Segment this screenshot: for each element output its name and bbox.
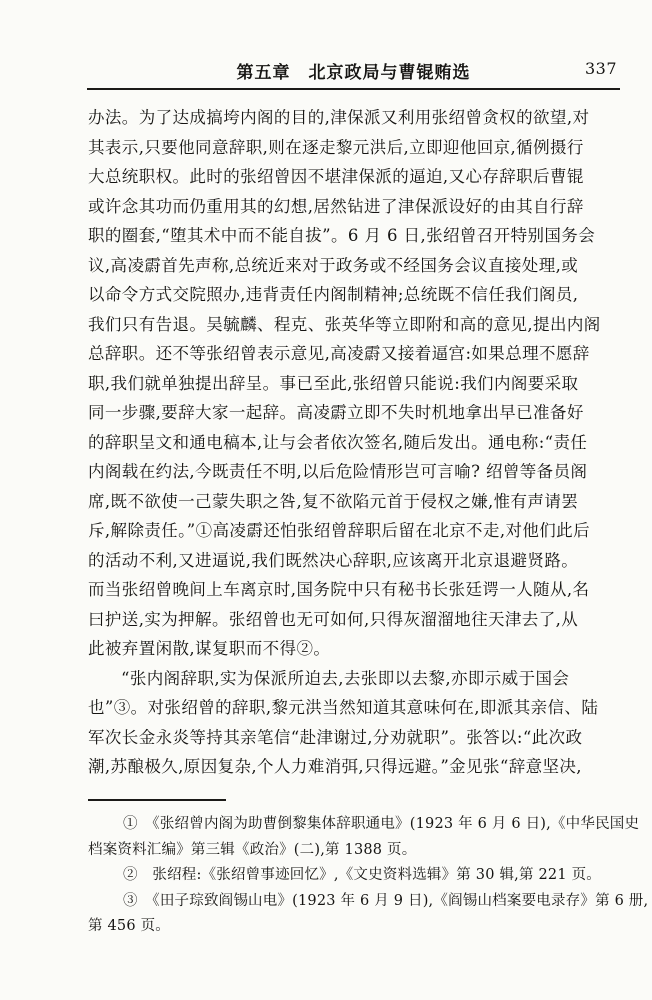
body-line: 斥,解除责任。”①高凌霨还怕张绍曾辞职后留在北京不走,对他们此后 bbox=[88, 521, 590, 540]
body-line: 职,我们就单独提出辞呈。事已至此,张绍曾只能说:我们内阁要采取 bbox=[88, 373, 579, 393]
header-rule bbox=[87, 88, 620, 90]
body-line: 的活动不利,又进逼说,我们既然决心辞职,应该离开北京退避贤路。 bbox=[88, 550, 579, 570]
footnotes bbox=[88, 812, 649, 940]
body-line: 办法。为了达成搞垮内阁的目的,津保派又利用张绍曾贪权的欲望,对 bbox=[88, 108, 590, 127]
body-line: 而当张绍曾晚间上车离京时,国务院中只有秘书长张廷谔一人随从,名 bbox=[88, 580, 590, 599]
body-line: 也”③。对张绍曾的辞职,黎元洪当然知道其意味何在,即派其亲信、陆 bbox=[88, 698, 599, 717]
body-line: 内阁载在约法,今既责任不明,以后危险情形岂可言喻? 绍曾等备员阁 bbox=[88, 462, 588, 481]
body-line: 其表示,只要他同意辞职,则在逐走黎元洪后,立即迎他回京,循例摄行 bbox=[88, 137, 584, 157]
body-line: 同一步骤,要辞大家一起辞。高凌霨立即不失时机地拿出早已准备好 bbox=[88, 403, 584, 422]
body-line: 大总统职权。此时的张绍曾因不堪津保派的逼迫,又心存辞职后曹锟 bbox=[88, 167, 584, 186]
footnote-line: 第 456 页。 bbox=[88, 918, 170, 934]
body-line: 潮,苏酿极久,原因复杂,个人力难消弭,只得远避。”金见张“辞意坚决, bbox=[88, 757, 582, 776]
chapter-title: 第五章 北京政局与曹锟贿选 bbox=[236, 63, 471, 83]
running-header bbox=[87, 58, 620, 82]
body-line: 我们只有告退。吴毓麟、程克、张英华等立即附和高的意见,提出内阁 bbox=[88, 314, 601, 334]
footnote-line: ① 《张绍曾内阁为助曹倒黎集体辞职通电》(1923 年 6 月 6 日),《中华民国史 bbox=[123, 816, 640, 832]
body-line-paragraph-start: “张内阁辞职,实为保派所迫去,去张即以去黎,亦即示威于国会 bbox=[121, 668, 570, 688]
body-text bbox=[88, 103, 622, 782]
body-line: 议,高凌霨首先声称,总统近来对于政务或不经国务会议直接处理,或 bbox=[88, 255, 579, 275]
body-line: 此被弃置闲散,谋复职而不得②。 bbox=[88, 639, 331, 658]
body-line: 的辞职呈文和通电稿本,让与会者依次签名,随后发出。通电称:“责任 bbox=[88, 432, 588, 452]
footnote-line: ③ 《田子琮致阎锡山电》(1923 年 6 月 9 日),《阎锡山档案要电录存》第 6 册, bbox=[123, 892, 649, 909]
body-line: 军次长金永炎等持其亲笔信“赴津谢过,分劝就职”。张答以:“此次政 bbox=[88, 727, 583, 747]
body-line: 总辞职。还不等张绍曾表示意见,高凌霨又接着逼宫:如果总理不愿辞 bbox=[88, 344, 590, 363]
body-line: 以命令方式交院照办,违背责任内阁制精神;总统既不信任我们阁员, bbox=[88, 285, 579, 304]
body-line: 或许念其功而仍重用其的幻想,居然钻进了津保派设好的由其自行辞 bbox=[88, 196, 584, 216]
footnote-line: 档案资料汇编》第三辑《政治》(二),第 1388 页。 bbox=[88, 841, 417, 858]
page-number: 337 bbox=[584, 59, 617, 78]
body-line: 职的圈套,“堕其术中而不能自拔”。6 月 6 日,张绍曾召开特别国务会 bbox=[88, 226, 596, 245]
footnote-separator-rule bbox=[88, 799, 226, 801]
body-line: 曰护送,实为押解。张绍曾也无可如何,只得灰溜溜地往天津去了,从 bbox=[88, 609, 579, 629]
footnote-line: ② 张绍程:《张绍曾事迹回忆》,《文史资料选辑》第 30 辑,第 221 页。 bbox=[123, 867, 601, 883]
body-line: 席,既不欲使一己蒙失职之咎,复不欲陷元首于侵权之嫌,惟有声请罢 bbox=[88, 491, 579, 511]
